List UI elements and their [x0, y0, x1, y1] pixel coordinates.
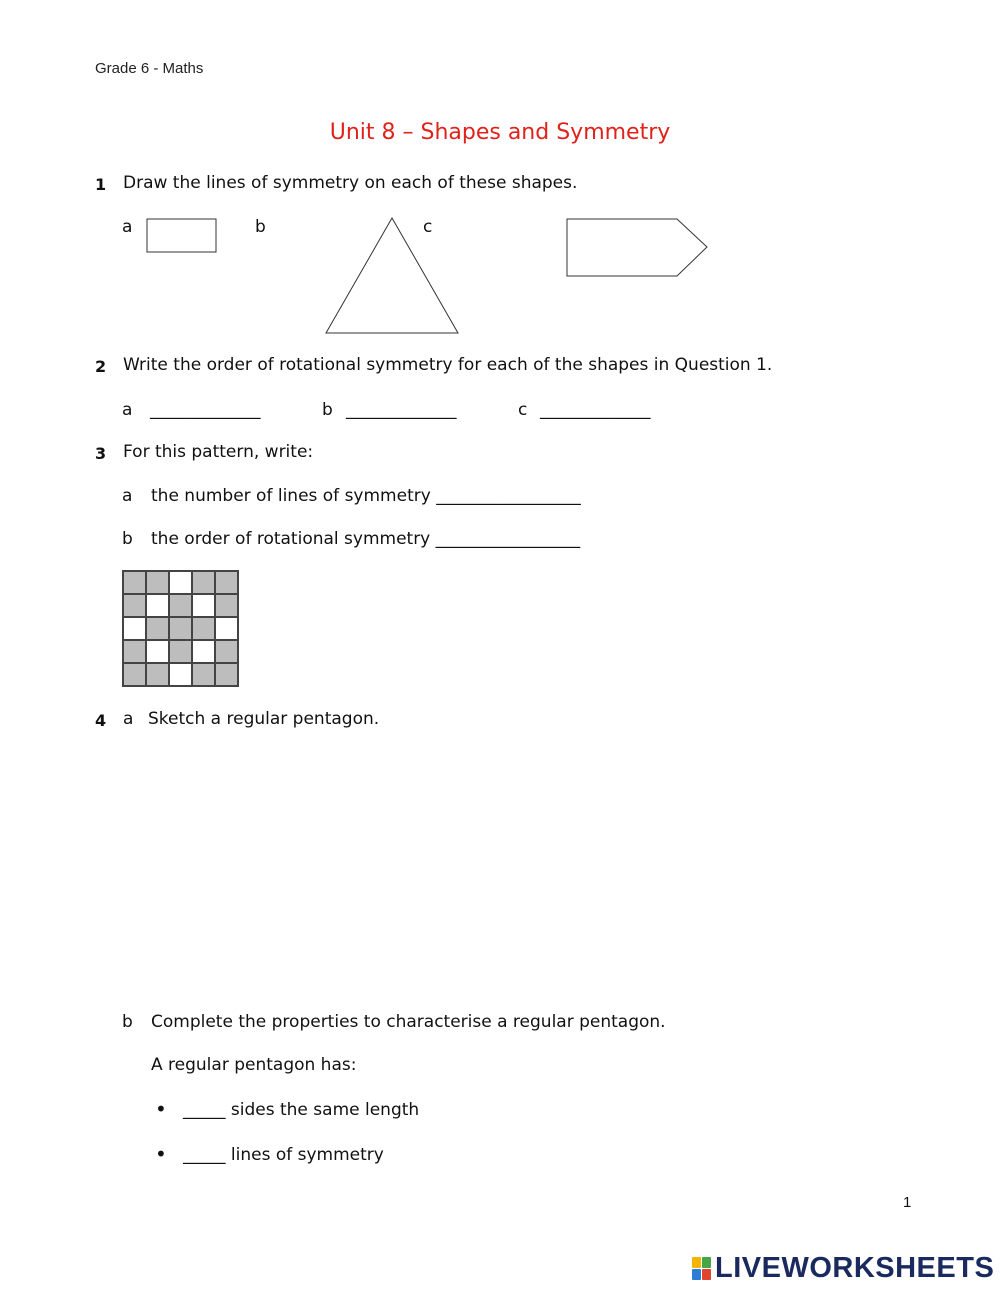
pattern-cell-shaded [123, 640, 146, 663]
question-3-part-b[interactable]: the order of rotational symmetry _________________ [151, 529, 581, 549]
rectangle-shape [147, 219, 216, 252]
question-4-intro: A regular pentagon has: [151, 1055, 357, 1075]
symmetry-shapes [140, 210, 730, 345]
question-1-label-b: b [255, 217, 266, 237]
pattern-cell-blank [192, 594, 215, 617]
question-3-label-b: b [122, 529, 133, 549]
pattern-cell-blank [146, 640, 169, 663]
pattern-cell-shaded [169, 594, 192, 617]
document-header: Grade 6 - Maths [95, 60, 204, 77]
question-2-answer-b[interactable]: _____________ [346, 400, 457, 420]
pattern-cell-blank [215, 617, 238, 640]
pattern-cell-shaded [192, 663, 215, 686]
question-2-number: 2 [95, 357, 107, 376]
question-4-number: 4 [95, 711, 107, 730]
pattern-cell-shaded [215, 663, 238, 686]
pattern-cell-shaded [192, 571, 215, 594]
pattern-cell-shaded [215, 571, 238, 594]
question-2-label-a: a [122, 400, 133, 420]
pattern-cell-blank [169, 571, 192, 594]
pattern-cell-shaded [123, 663, 146, 686]
question-2-answer-c[interactable]: _____________ [540, 400, 651, 420]
question-3-number: 3 [95, 444, 107, 463]
question-3-label-a: a [122, 486, 133, 506]
triangle-shape [326, 218, 458, 333]
brand-name: LIVEWORKSHEETS [715, 1252, 995, 1284]
pattern-cell-blank [192, 640, 215, 663]
question-4-label-b: b [122, 1012, 133, 1032]
question-4-part-a: Sketch a regular pentagon. [148, 709, 380, 729]
question-4-label-a: a [123, 709, 134, 729]
pattern-cell-shaded [215, 594, 238, 617]
pattern-cell-shaded [215, 640, 238, 663]
pattern-cell-shaded [123, 594, 146, 617]
question-2-answer-a[interactable]: _____________ [150, 400, 261, 420]
pattern-cell-shaded [146, 617, 169, 640]
pattern-cell-shaded [146, 663, 169, 686]
logo-mark-square [702, 1257, 711, 1268]
liveworksheets-logo [692, 1252, 994, 1285]
pattern-cell-shaded [169, 617, 192, 640]
question-3-part-a[interactable]: the number of lines of symmetry _________________ [151, 486, 581, 506]
question-2-label-c: c [518, 400, 528, 420]
pattern-cell-blank [146, 594, 169, 617]
bullet-1: • [155, 1097, 167, 1121]
pattern-cell-blank [169, 663, 192, 686]
question-1-label-a: a [122, 217, 133, 237]
question-1-number: 1 [95, 175, 107, 194]
logo-mark-square [702, 1269, 711, 1280]
pentagon-property-symmetry[interactable]: _____ lines of symmetry [183, 1145, 384, 1165]
page-number: 1 [903, 1194, 912, 1211]
question-2-label-b: b [322, 400, 333, 420]
question-4-part-b: Complete the properties to characterise a regular pentagon. [151, 1012, 666, 1032]
pattern-cell-blank [123, 617, 146, 640]
question-2-text: Write the order of rotational symmetry for each of the shapes in Question 1. [123, 355, 773, 375]
question-3-text: For this pattern, write: [123, 442, 314, 462]
pentagon-property-sides[interactable]: _____ sides the same length [183, 1100, 420, 1120]
question-1-label-c: c [423, 217, 433, 237]
logo-mark-square [692, 1257, 701, 1268]
pattern-cell-shaded [192, 617, 215, 640]
pattern-cell-shaded [169, 640, 192, 663]
symmetry-pattern-grid [122, 570, 239, 687]
page-title: Unit 8 – Shapes and Symmetry [329, 120, 671, 145]
logo-mark-icon [692, 1257, 711, 1280]
question-1-text: Draw the lines of symmetry on each of these shapes. [123, 173, 578, 193]
pattern-cell-shaded [123, 571, 146, 594]
logo-mark-square [692, 1269, 701, 1280]
bullet-2: • [155, 1142, 167, 1166]
arrow-pentagon-shape [567, 219, 707, 276]
pattern-cell-shaded [146, 571, 169, 594]
